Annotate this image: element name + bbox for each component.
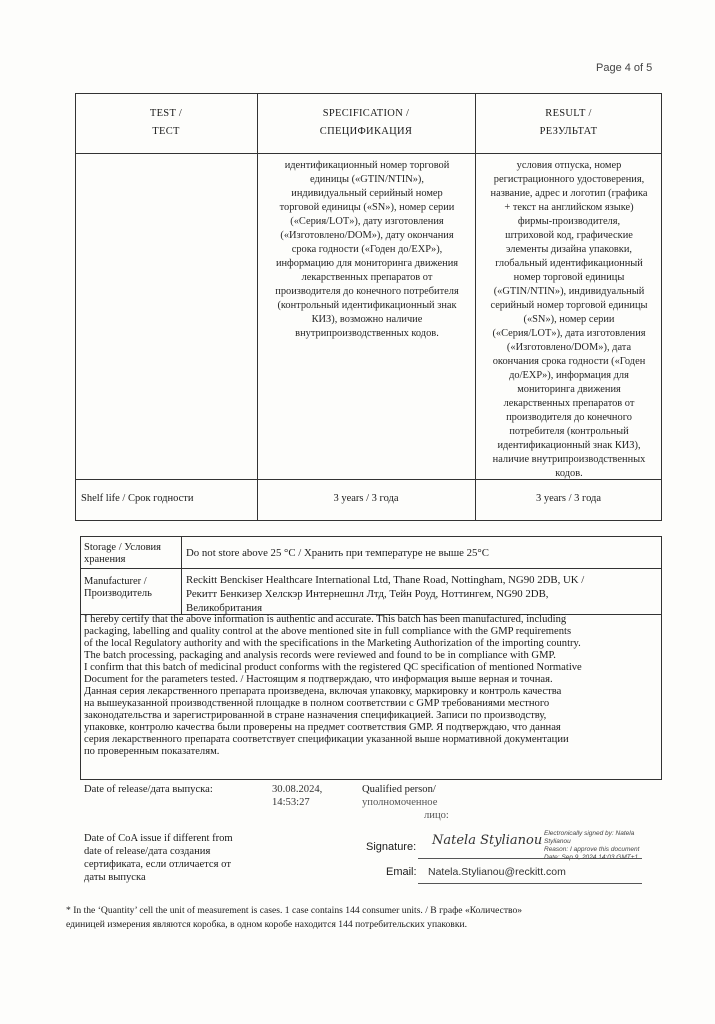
release-date-label: Date of release/дата выпуска: bbox=[84, 784, 213, 795]
signature-image: Natela Stylianou bbox=[432, 833, 543, 848]
coa-issue-label: Date of CoA issue if different from date of release/дата создания сертификата, если отличается от даты выпуска bbox=[84, 833, 233, 883]
certification-line: packaging, labelling and quality control at the above mentioned site in full compliance with the GMP requirements bbox=[84, 626, 572, 637]
spec-text-line: торговой единицы («SN»), номер серии bbox=[279, 202, 455, 213]
spec-cell-continued bbox=[261, 159, 473, 341]
spec-text-line: информацию для мониторинга движения bbox=[275, 258, 459, 269]
qualified-person-label: Qualified person/ уполномоченное лицо: bbox=[362, 784, 449, 821]
table-border-right bbox=[661, 93, 662, 521]
result-text-line: лекарственных препаратов от bbox=[503, 398, 635, 409]
spec-text-line: (контрольный идентификационный знак bbox=[277, 300, 457, 311]
header-divider bbox=[75, 153, 662, 154]
result-text-line: («SN»), номер серии bbox=[523, 314, 615, 325]
storage-label: Storage / Условия хранения bbox=[84, 542, 161, 565]
bottom-table-right-border bbox=[661, 536, 662, 780]
certification-line: упаковке, контролю качества были проверены на предмет соответствия GMP. Я подтверждаю, что данная bbox=[84, 722, 561, 733]
spec-text-line: единицы («GTIN/NTIN»), bbox=[309, 174, 424, 185]
certification-line: серия лекарственного препарата соответствует спецификации указанной выше нормативной документации bbox=[84, 734, 569, 745]
spec-text-line: («Изготовлено/DOM»), дату окончания bbox=[280, 230, 454, 241]
result-text-line: + текст на английском языке) bbox=[504, 202, 634, 213]
spec-text-line: индивидуальный серийный номер bbox=[291, 188, 443, 199]
result-text-line: потребителя (контрольный bbox=[509, 426, 629, 437]
email-label: Email: bbox=[386, 866, 417, 878]
result-text-line: наличие внутрипроизводственных bbox=[492, 454, 646, 465]
result-text-line: номер торговой единицы bbox=[513, 272, 625, 283]
spec-text-line: лекарственных препаратов от bbox=[301, 272, 433, 283]
table-border-left bbox=[75, 93, 76, 521]
spec-text-line: внутрипроизводственных кодов. bbox=[295, 328, 439, 339]
header-test: TEST / ТЕСТ bbox=[149, 108, 183, 137]
storage-bottom-border bbox=[80, 568, 662, 569]
column-divider-2 bbox=[475, 93, 476, 521]
result-text-line: мониторинга движения bbox=[517, 384, 621, 395]
result-text-line: производителя до конечного bbox=[506, 412, 632, 423]
certification-statement bbox=[84, 614, 659, 758]
result-text-line: элементы дизайна упаковки, bbox=[505, 244, 633, 255]
certification-line: Document for the parameters tested. / Настоящим я подтверждаю, что информация выше верная и точная. bbox=[84, 674, 553, 685]
signature-line bbox=[418, 858, 642, 859]
signature-label: Signature: bbox=[366, 841, 417, 853]
certification-line: The batch processing, packaging and analysis records were reviewed and found to be in compliance with GMP. bbox=[84, 650, 556, 661]
manufacturer-value: Reckitt Benckiser Healthcare International Ltd, Thane Road, Nottingham, NG90 2DB, UK / Рекитт Бенкизер Хелскэр Интернешнл Лтд, Тейн Роуд, Ноттингем, NG90 2DB, Великобритания bbox=[186, 574, 585, 614]
header-specification: SPECIFICATION / СПЕЦИФИКАЦИЯ bbox=[319, 108, 413, 137]
email-value: Natela.Stylianou@reckitt.com bbox=[428, 866, 566, 878]
result-text-line: окончания срока годности («Годен bbox=[492, 356, 646, 367]
result-text-line: серийный номер торговой единицы bbox=[490, 300, 648, 311]
certification-line: на вышеуказанной производственной площадке в полном соответствии с GMP требованиями местного bbox=[84, 698, 550, 709]
certification-bottom-border bbox=[80, 779, 662, 780]
table-border-bottom bbox=[75, 520, 662, 521]
release-table bbox=[80, 536, 662, 780]
specification-table bbox=[75, 93, 662, 521]
certification-line: I confirm that this batch of medicinal product conforms with the registered QC specification of mentioned Normative bbox=[84, 662, 582, 673]
storage-top-border bbox=[80, 536, 662, 537]
table-border-top bbox=[75, 93, 662, 94]
spec-text-line: срока годности («Годен до/EXP»), bbox=[291, 244, 443, 255]
bottom-table-left-border bbox=[80, 536, 81, 780]
result-text-line: идентификационный знак КИЗ), bbox=[497, 440, 641, 451]
result-text-line: до/EXP»), информация для bbox=[509, 370, 629, 381]
result-text-line: («Изготовлено/DOM»), дата bbox=[506, 342, 632, 353]
header-result: RESULT / РЕЗУЛЬТАТ bbox=[539, 108, 598, 137]
result-text-line: глобальный идентификационный bbox=[495, 258, 643, 269]
result-text-line: кодов. bbox=[555, 468, 583, 479]
page-number: Page 4 of 5 bbox=[596, 62, 653, 74]
spec-text-line: производителя до конечного потребителя bbox=[275, 286, 459, 297]
result-text-line: условия отпуска, номер bbox=[516, 160, 622, 171]
esignature-stamp: Electronically signed by: Natela Stylianou Reason: I approve this document bbox=[544, 830, 640, 853]
footnote: * In the ‘Quantity’ cell the unit of measurement is cases. 1 case contains 144 consumer units. / В графе «Количество» единицей измерения являются коробка, в одном коробе находится 144 потребительских упаковки. bbox=[66, 905, 523, 930]
certification-line: по проверенным показателям. bbox=[84, 746, 220, 757]
certification-line: I hereby certify that the above information is authentic and accurate. This batch has been manufactured, including bbox=[84, 614, 567, 625]
shelf-life-spec: 3 years / 3 года bbox=[333, 493, 399, 504]
result-text-line: штриховой код, графические bbox=[505, 230, 633, 241]
certification-line: of the local Regulatory authority and with the specifications in the Marketing Authorization of the importing country. bbox=[84, 638, 581, 649]
storage-value: Do not store above 25 °C / Хранить при температуре не выше 25°C bbox=[186, 547, 489, 559]
spec-text-line: («Серия/LOT»), дату изготовления bbox=[290, 216, 444, 227]
email-line bbox=[418, 883, 642, 884]
result-text-line: регистрационного удостоверения, bbox=[493, 174, 645, 185]
result-text-line: название, адрес и логотип (графика bbox=[490, 188, 648, 199]
spec-text-line: КИЗ), возможно наличие bbox=[311, 314, 423, 325]
result-text-line: («GTIN/NTIN»), индивидуальный bbox=[493, 286, 645, 297]
certification-line: законодательства и зарегистрированной в стране назначения спецификацией. Записи по производству, bbox=[84, 710, 547, 721]
shelf-life-result: 3 years / 3 года bbox=[535, 493, 602, 504]
result-text-line: («Серия/LOT»), дата изготовления bbox=[492, 328, 646, 339]
manufacturer-label: Manufacturer / Производитель bbox=[84, 576, 152, 599]
result-cell-continued bbox=[479, 159, 659, 481]
shelf-life-label: Shelf life / Срок годности bbox=[81, 493, 194, 504]
column-divider-1 bbox=[257, 93, 258, 521]
spec-text-line: идентификационный номер торговой bbox=[284, 160, 450, 171]
certification-line: Данная серия лекарственного препарата произведена, включая упаковку, маркировку и контроль качества bbox=[84, 686, 562, 697]
release-date-value: 30.08.2024, 14:53:27 bbox=[272, 784, 323, 808]
result-text-line: фирмы-производителя, bbox=[517, 216, 621, 227]
label-column-divider bbox=[181, 536, 182, 614]
